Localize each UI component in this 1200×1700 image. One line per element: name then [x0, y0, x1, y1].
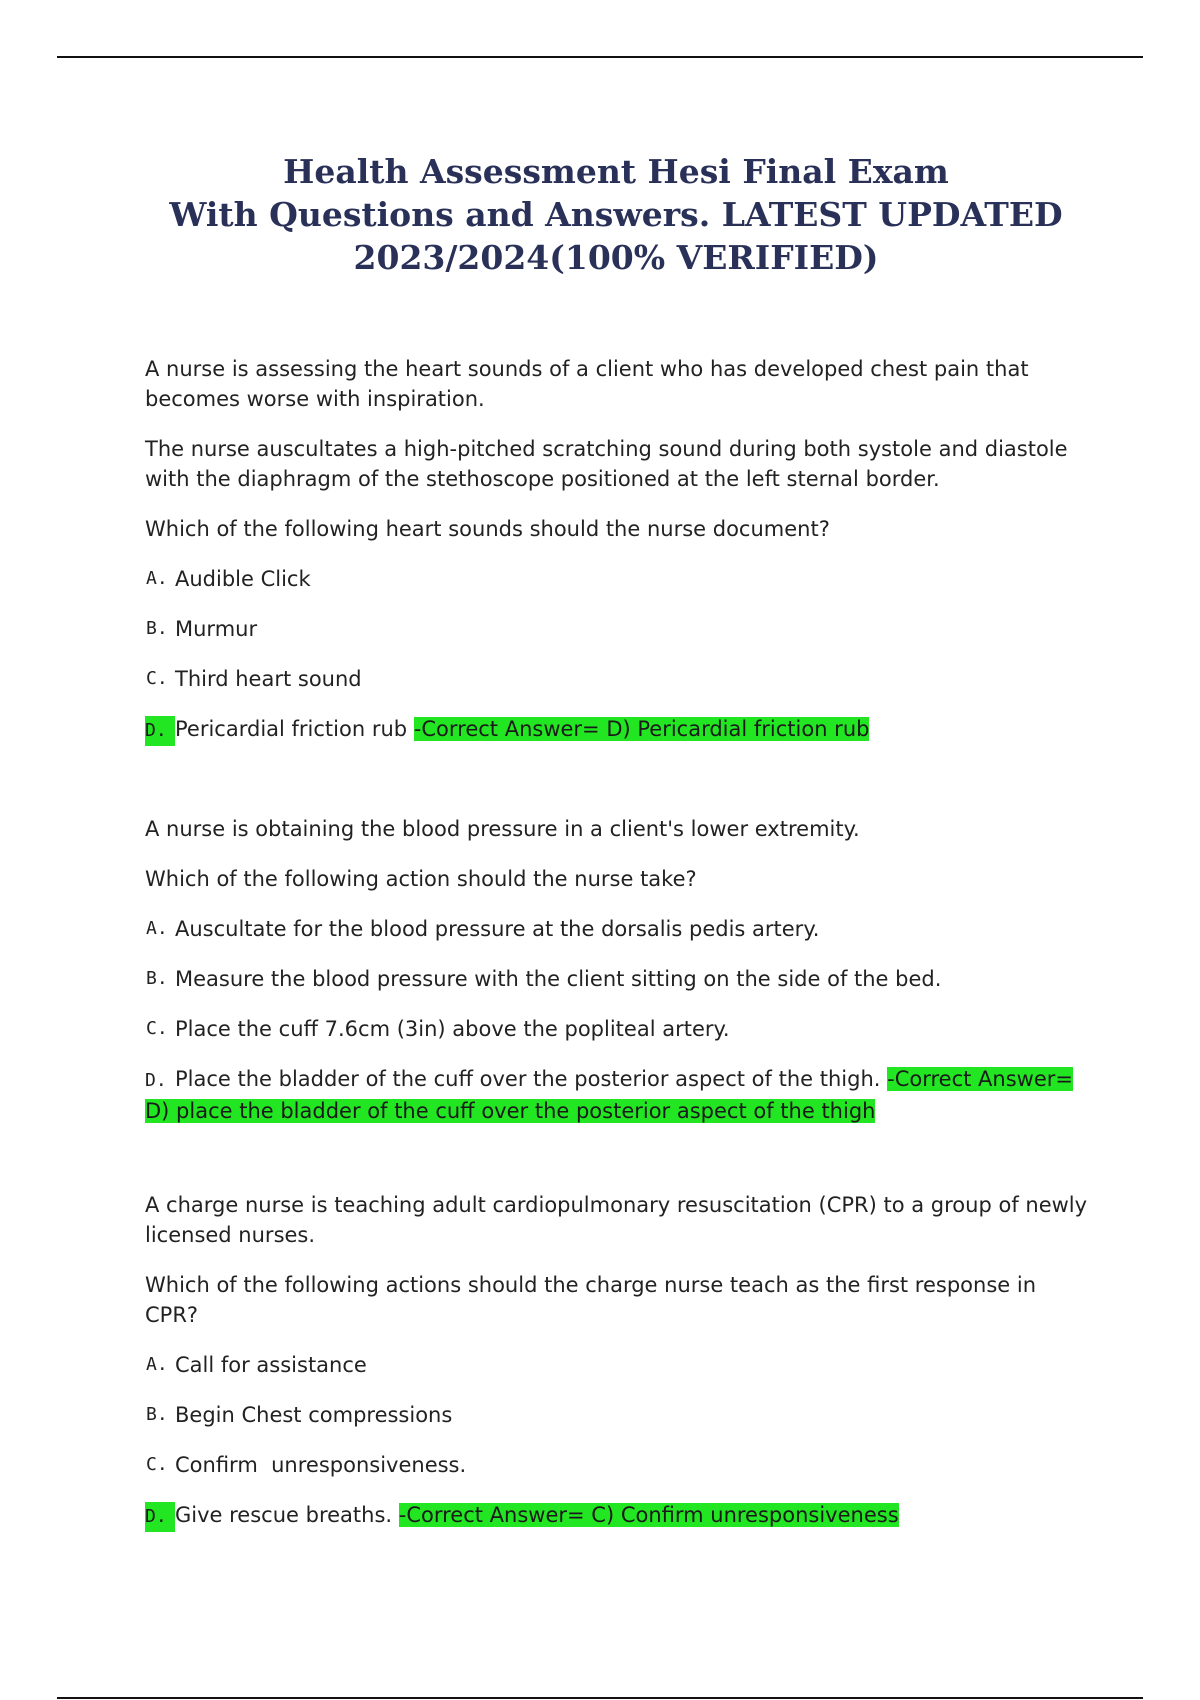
- option-b: [145, 964, 1090, 994]
- title-line-2: With Questions and Answers. LATEST UPDATED: [169, 195, 1063, 234]
- option-text: Confirm unresponsiveness.: [175, 1453, 467, 1477]
- question-1-paragraph-2: The nurse auscultates a high-pitched scratching sound during both systole and diastole with the diaphragm of the stethoscope positioned at the left sternal border.: [145, 437, 1068, 491]
- option-text: Place the cuff 7.6cm (3in) above the popliteal artery.: [175, 1017, 730, 1041]
- option-text: Murmur: [175, 617, 258, 641]
- option-letter-highlighted: D.: [145, 716, 175, 746]
- option-letter: C.: [146, 1454, 168, 1475]
- option-d: [145, 1064, 1090, 1126]
- question-2-paragraph-1: A nurse is obtaining the blood pressure in a client's lower extremity.: [145, 817, 860, 841]
- correct-answer-highlight: -Correct Answer= C) Confirm unresponsiveness: [398, 1503, 899, 1527]
- option-letter: C.: [146, 668, 168, 689]
- option-letter: A.: [146, 918, 168, 939]
- option-text: Place the bladder of the cuff over the posterior aspect of the thigh.: [175, 1067, 881, 1091]
- option-a: [145, 564, 1090, 594]
- option-text: Pericardial friction rub: [175, 717, 408, 741]
- question-1-prompt: Which of the following heart sounds should the nurse document?: [145, 517, 830, 541]
- option-a: [145, 914, 1090, 944]
- option-c: [145, 664, 1090, 694]
- option-letter: B.: [146, 968, 168, 989]
- option-text: Measure the blood pressure with the client sitting on the side of the bed.: [175, 967, 942, 991]
- option-text: Give rescue breaths.: [175, 1503, 393, 1527]
- option-b: [145, 614, 1090, 644]
- correct-answer-highlight: -Correct Answer= D) Pericardial friction rub: [413, 717, 870, 741]
- exam-content: [145, 354, 1090, 1552]
- option-text: Auscultate for the blood pressure at the dorsalis pedis artery.: [175, 917, 820, 941]
- option-letter: B.: [146, 618, 168, 639]
- option-d: [145, 1500, 1090, 1532]
- question-1-paragraph-1: A nurse is assessing the heart sounds of a client who has developed chest pain that becomes worse with inspiration.: [145, 357, 1029, 411]
- option-text: Begin Chest compressions: [175, 1403, 453, 1427]
- title-line-1: Health Assessment Hesi Final Exam: [283, 152, 949, 191]
- top-rule: [57, 56, 1143, 58]
- bottom-rule: [57, 1697, 1143, 1699]
- correct-answer-highlight: -Correct Answer= D) place the bladder of the cuff over the posterior aspect of the thigh: [145, 1067, 1073, 1123]
- title-line-3: 2023/2024(100% VERIFIED): [353, 238, 879, 277]
- option-d: [145, 714, 1090, 746]
- option-letter: D.: [145, 1070, 167, 1091]
- document-title: [0, 150, 1200, 279]
- option-c: [145, 1450, 1090, 1480]
- option-letter-highlighted: D.: [145, 1502, 175, 1532]
- question-2-prompt: Which of the following action should the nurse take?: [145, 867, 697, 891]
- question-3-prompt: Which of the following actions should the charge nurse teach as the first response in CPR?: [145, 1273, 1037, 1327]
- option-letter: A.: [146, 1354, 168, 1375]
- option-b: [145, 1400, 1090, 1430]
- question-block-2: [145, 814, 1090, 1126]
- option-text: Third heart sound: [175, 667, 362, 691]
- option-letter: B.: [146, 1404, 168, 1425]
- option-letter: C.: [146, 1018, 168, 1039]
- question-block-3: [145, 1190, 1090, 1532]
- option-text: Call for assistance: [175, 1353, 367, 1377]
- question-3-paragraph-1: A charge nurse is teaching adult cardiopulmonary resuscitation (CPR) to a group of newly licensed nurses.: [145, 1193, 1088, 1247]
- option-a: [145, 1350, 1090, 1380]
- option-text: Audible Click: [175, 567, 311, 591]
- option-letter: A.: [146, 568, 168, 589]
- option-c: [145, 1014, 1090, 1044]
- question-block-1: [145, 354, 1090, 746]
